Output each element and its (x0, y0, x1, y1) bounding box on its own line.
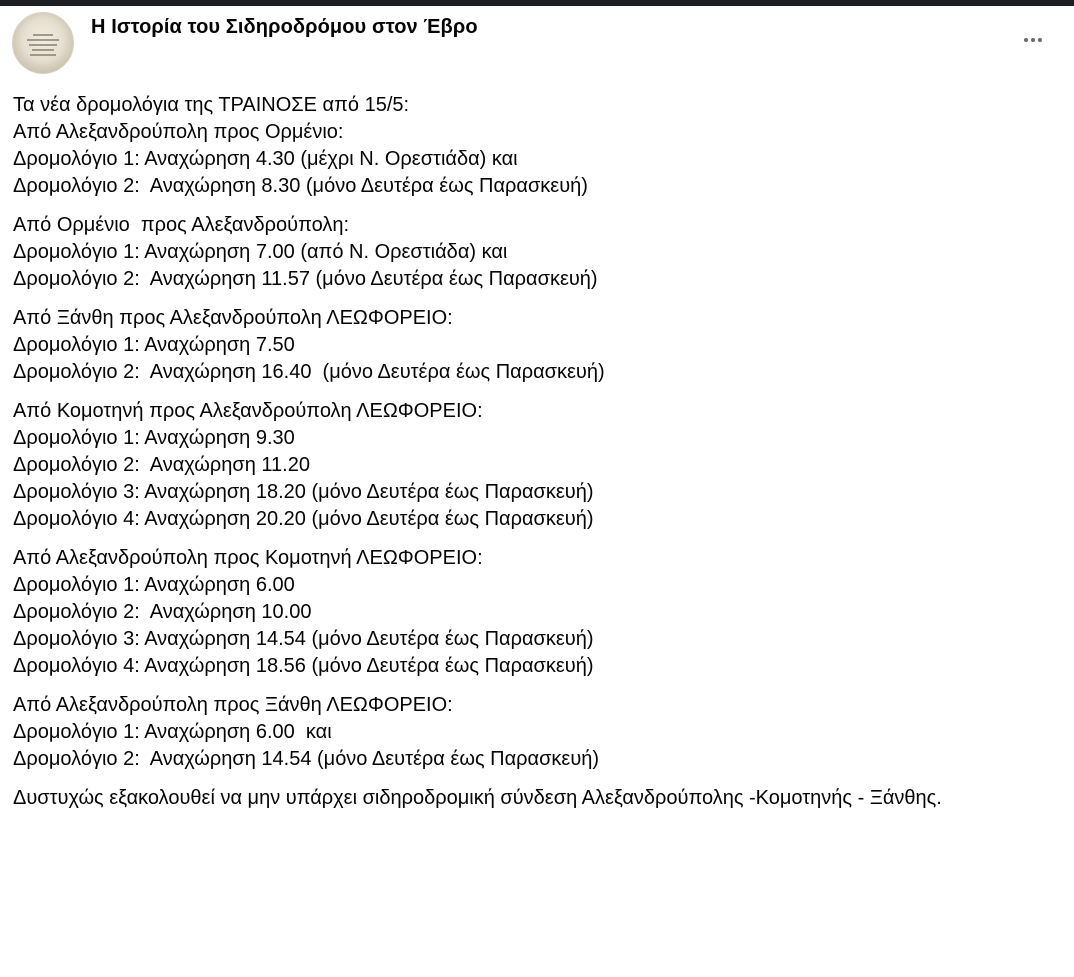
post-line: Δρομολόγιο 2: Αναχώρηση 11.57 (μόνο Δευτέρα έως Παρασκευή) (13, 268, 598, 290)
post-line: Δρομολόγιο 2: Αναχώρηση 16.40 (μόνο Δευτέρα έως Παρασκευή) (13, 361, 605, 383)
post-line: Δρομολόγιο 2: Αναχώρηση 8.30 (μόνο Δευτέρα έως Παρασκευή) (13, 175, 588, 197)
post-paragraph (13, 692, 1063, 773)
more-options-icon[interactable] (1016, 30, 1050, 50)
post-line: Δρομολόγιο 1: Αναχώρηση 9.30 (13, 427, 295, 449)
post-line: Δρομολόγιο 4: Αναχώρηση 18.56 (μόνο Δευτέρα έως Παρασκευή) (13, 655, 594, 677)
post-line: Δρομολόγιο 2: Αναχώρηση 10.00 (13, 601, 312, 623)
post-line: Δρομολόγιο 3: Αναχώρηση 18.20 (μόνο Δευτέρα έως Παρασκευή) (13, 481, 594, 503)
page-avatar[interactable] (12, 12, 74, 74)
post-line: Δρομολόγιο 1: Αναχώρηση 7.50 (13, 334, 295, 356)
post-line: Δρομολόγιο 1: Αναχώρηση 4.30 (μέχρι Ν. Ορεστιάδα) και (13, 148, 518, 170)
post-line: Από Ξάνθη προς Αλεξανδρούπολη ΛΕΩΦΟΡΕΙΟ: (13, 307, 453, 329)
post-line: Δρομολόγιο 2: Αναχώρηση 11.20 (13, 454, 310, 476)
post-line: Δρομολόγιο 1: Αναχώρηση 6.00 (13, 574, 295, 596)
page-name[interactable]: Η Ιστορία του Σιδηροδρόμου στον Έβρο (91, 16, 478, 38)
post-line: Δρομολόγιο 1: Αναχώρηση 7.00 (από Ν. Ορεστιάδα) και (13, 241, 508, 263)
post-line: Από Αλεξανδρούπολη προς Ορμένιο: (13, 121, 344, 143)
post-paragraph (13, 212, 1063, 293)
post-line: Δρομολόγιο 3: Αναχώρηση 14.54 (μόνο Δευτέρα έως Παρασκευή) (13, 628, 594, 650)
post-paragraph (13, 545, 1063, 680)
post-line: Δυστυχώς εξακολουθεί να μην υπάρχει σιδηροδρομική σύνδεση Αλεξανδρούπολης -Κομοτηνής - Ξάνθης. (13, 787, 942, 809)
post-line: Δρομολόγιο 4: Αναχώρηση 20.20 (μόνο Δευτέρα έως Παρασκευή) (13, 508, 594, 530)
post-line: Δρομολόγιο 1: Αναχώρηση 6.00 και (13, 721, 332, 743)
post-line: Τα νέα δρομολόγια της ΤΡΑΙΝΟΣΕ από 15/5: (13, 94, 410, 116)
post-line: Από Κομοτηνή προς Αλεξανδρούπολη ΛΕΩΦΟΡΕΙΟ: (13, 400, 483, 422)
post-paragraph (13, 398, 1063, 533)
page-logo-icon (25, 31, 61, 59)
post-line: Από Αλεξανδρούπολη προς Ξάνθη ΛΕΩΦΟΡΕΙΟ: (13, 694, 453, 716)
post-body (13, 92, 1063, 824)
post-line: Από Ορμένιο προς Αλεξανδρούπολη: (13, 214, 350, 236)
post-paragraph (13, 785, 1063, 812)
post-line: Από Αλεξανδρούπολη προς Κομοτηνή ΛΕΩΦΟΡΕΙΟ: (13, 547, 483, 569)
post-paragraph (13, 305, 1063, 386)
post-line: Δρομολόγιο 2: Αναχώρηση 14.54 (μόνο Δευτέρα έως Παρασκευή) (13, 748, 600, 770)
post-paragraph (13, 92, 1063, 200)
top-bar (0, 0, 1074, 6)
